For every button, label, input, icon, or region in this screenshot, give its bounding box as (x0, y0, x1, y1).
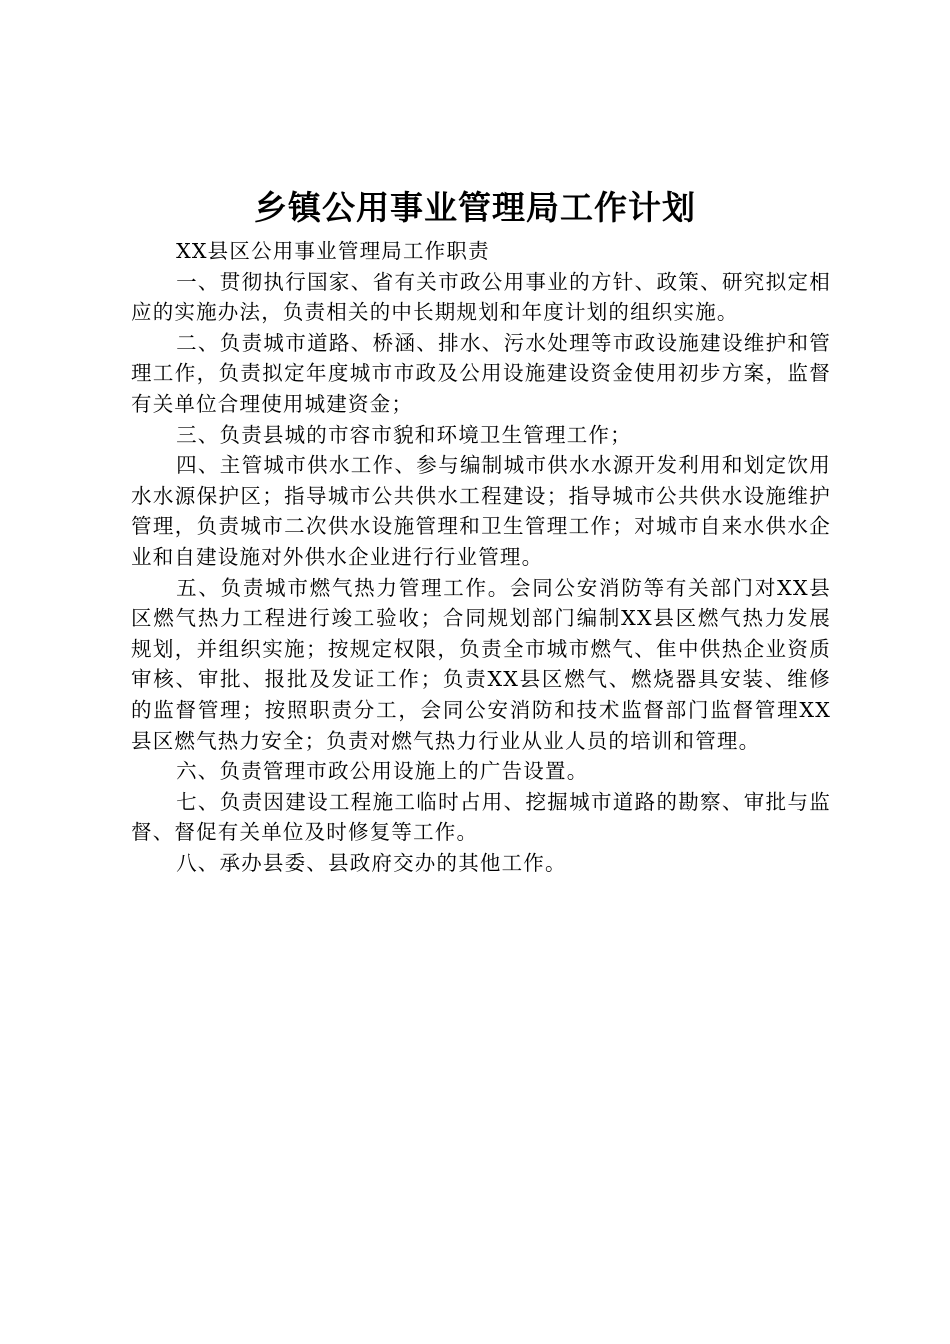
paragraph-item-1: 一、贯彻执行国家、省有关市政公用事业的方针、政策、研究拟定相应的实施办法，负责相关的中长期规划和年度计划的组织实施。 (131, 269, 831, 325)
paragraph-item-3: 三、负责县城的市容市貌和环境卫生管理工作； (176, 422, 632, 447)
paragraph-item-5: 五、负责城市燃气热力管理工作。会同公安消防等有关部门对XX县区燃气热力工程进行竣工验收；合同规划部门编制XX县区燃气热力发展规划，并组织实施；按规定权限，负责全市城市燃气、隹中供热企业资质审核、审批、报批及发证工作；负责XX县区燃气、燃烧器具安装、维修的监督管理；按照职责分工，会同公安消防和技术监督部门监督管理XX县区燃气热力安全；负责对燃气热力行业从业人员的培训和管理。 (131, 575, 831, 753)
document-title: 乡镇公用事业管理局工作计划 (254, 188, 696, 227)
paragraph-item-4: 四、主管城市供水工作、参与编制城市供水水源开发利用和划定饮用水水源保护区；指导城市公共供水工程建设；指导城市公共供水设施维护管理，负责城市二次供水设施管理和卫生管理工作；对城市自来水供水企业和自建设施对外供水企业进行行业管理。 (131, 453, 831, 569)
paragraph-item-7: 七、负责因建设工程施工临时占用、挖掘城市道路的勘察、审批与监督、督促有关单位及时修复等工作。 (131, 789, 831, 845)
paragraph-item-8: 八、承办县委、县政府交办的其他工作。 (176, 850, 567, 875)
paragraph-intro: XX县区公用事业管理局工作职责 (176, 239, 490, 263)
document-body (131, 236, 831, 878)
paragraph-item-2: 二、负责城市道路、桥涵、排水、污水处理等市政设施建设维护和管理工作，负责拟定年度城市市政及公用设施建设资金使用初步方案，监督有关单位合理使用城建资金； (131, 330, 831, 416)
paragraph-item-6: 六、负责管理市政公用设施上的广告设置。 (176, 759, 589, 784)
